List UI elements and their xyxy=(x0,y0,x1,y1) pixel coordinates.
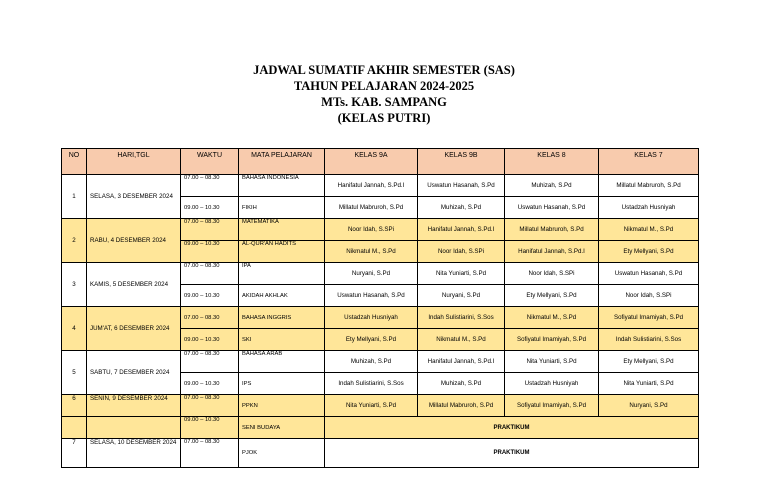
teacher-9b: Noor Idah, S.SPi xyxy=(418,241,505,263)
teacher-8: Sofiyatul Imamiyah, S.Pd xyxy=(505,395,599,417)
teacher-9a: Millatul Mabruroh, S.Pd xyxy=(325,197,418,219)
teacher-7: Ustadzah Husniyah xyxy=(599,197,699,219)
teacher-9a: Hanifatul Jannah, S.Pd.I xyxy=(325,175,418,197)
praktikum-note: PRAKTIKUM xyxy=(325,417,699,439)
day-number: 6 xyxy=(62,395,87,417)
session-time: 07.00 – 08.30 xyxy=(181,351,239,373)
teacher-9b: Muhizah, S.Pd xyxy=(418,373,505,395)
title-line-4: (KELAS PUTRI) xyxy=(337,111,431,125)
table-row xyxy=(62,263,699,285)
session-subject: BAHASA INGGRIS xyxy=(239,307,325,329)
praktikum-note: PRAKTIKUM xyxy=(325,439,699,468)
session-subject: PPKN xyxy=(239,395,325,417)
teacher-9b: Hanifatul Jannah, S.Pd.I xyxy=(418,351,505,373)
empty-cell xyxy=(62,417,87,439)
session-time: 07.00 – 08.30 xyxy=(181,395,239,417)
header-row xyxy=(62,149,699,175)
session-subject: AKIDAH AKHLAK xyxy=(239,285,325,307)
session-time: 07.00 – 08.30 xyxy=(181,307,239,329)
table-row xyxy=(62,351,699,373)
session-subject: PJOK xyxy=(239,439,325,468)
teacher-9a: Ustadzah Husniyah xyxy=(325,307,418,329)
teacher-8: Sofiyatul Imamiyah, S.Pd xyxy=(505,329,599,351)
teacher-9a: Indah Sulistiarini, S.Sos xyxy=(325,373,418,395)
session-time: 07.00 – 08.30 xyxy=(181,175,239,197)
teacher-9a: Nuryani, S.Pd xyxy=(325,263,418,285)
schedule-table xyxy=(61,148,699,468)
teacher-9b: Nikmatul M., S.Pd xyxy=(418,329,505,351)
session-time: 07.00 – 08.30 xyxy=(181,219,239,241)
header-kelas-7: KELAS 7 xyxy=(599,149,699,175)
teacher-9a: Noor Idah, S.SPi xyxy=(325,219,418,241)
teacher-9b: Nita Yuniarti, S.Pd xyxy=(418,263,505,285)
teacher-9a: Uswatun Hasanah, S.Pd xyxy=(325,285,418,307)
session-time: 09.00 – 10.30 xyxy=(181,241,239,263)
session-time: 09.00 – 10.30 xyxy=(181,285,239,307)
header-mapel: MATA PELAJARAN xyxy=(239,149,325,175)
table-row xyxy=(62,417,699,439)
table-row xyxy=(62,439,699,468)
teacher-8: Noor Idah, S.SPi xyxy=(505,263,599,285)
teacher-7: Ety Mellyani, S.Pd xyxy=(599,241,699,263)
teacher-9b: Uswatun Hasanah, S.Pd xyxy=(418,175,505,197)
teacher-9b: Muhizah, S.Pd xyxy=(418,197,505,219)
teacher-9b: Millatul Mabruroh, S.Pd xyxy=(418,395,505,417)
session-subject: BAHASA ARAB xyxy=(239,351,325,373)
day-date: RABU, 4 DESEMBER 2024 xyxy=(87,219,181,263)
teacher-9a: Nikmatul M., S.Pd xyxy=(325,241,418,263)
session-time: 07.00 – 08.30 xyxy=(181,263,239,285)
day-number: 2 xyxy=(62,219,87,263)
teacher-8: Nikmatul M., S.Pd xyxy=(505,307,599,329)
document-title-block xyxy=(0,62,768,126)
teacher-7: Nuryani, S.Pd xyxy=(599,395,699,417)
day-date: SELASA, 3 DESEMBER 2024 xyxy=(87,175,181,219)
empty-cell xyxy=(87,417,181,439)
session-subject: FIKIH xyxy=(239,197,325,219)
table-row xyxy=(62,219,699,241)
teacher-9b: Hanifatul Jannah, S.Pd.I xyxy=(418,219,505,241)
session-subject: SENI BUDAYA xyxy=(239,417,325,439)
session-time: 09.00 – 10.30 xyxy=(181,197,239,219)
teacher-7: Millatul Mabruroh, S.Pd xyxy=(599,175,699,197)
session-subject: BAHASA INDONESIA xyxy=(239,175,325,197)
day-number: 3 xyxy=(62,263,87,307)
teacher-7: Sofiyatul Imamiyah, S.Pd xyxy=(599,307,699,329)
session-subject: IPA xyxy=(239,263,325,285)
session-subject: IPS xyxy=(239,373,325,395)
teacher-9a: Muhizah, S.Pd xyxy=(325,351,418,373)
teacher-7: Nita Yuniarti, S.Pd xyxy=(599,373,699,395)
table-row xyxy=(62,395,699,417)
teacher-9a: Ety Mellyani, S.Pd xyxy=(325,329,418,351)
teacher-8: Hanifatul Jannah, S.Pd.I xyxy=(505,241,599,263)
day-date: SELASA, 10 DESEMBER 2024 xyxy=(87,439,181,468)
session-time: 09.00 – 10.30 xyxy=(181,329,239,351)
title-line-1: JADWAL SUMATIF AKHIR SEMESTER (SAS) xyxy=(253,63,515,77)
title-line-3: MTs. KAB. SAMPANG xyxy=(321,95,447,109)
teacher-9b: Indah Sulistiarini, S.Sos xyxy=(418,307,505,329)
teacher-8: Millatul Mabruroh, S.Pd xyxy=(505,219,599,241)
header-kelas-9b: KELAS 9B xyxy=(418,149,505,175)
teacher-8: Nita Yuniarti, S.Pd xyxy=(505,351,599,373)
session-time: 09.00 – 10.30 xyxy=(181,373,239,395)
day-date: KAMIS, 5 DESEMBER 2024 xyxy=(87,263,181,307)
session-time: 09.00 – 10.30 xyxy=(181,417,239,439)
day-number: 1 xyxy=(62,175,87,219)
header-hari: HARI,TGL xyxy=(87,149,181,175)
header-no: NO xyxy=(62,149,87,175)
teacher-9b: Nuryani, S.Pd xyxy=(418,285,505,307)
teacher-7: Uswatun Hasanah, S.Pd xyxy=(599,263,699,285)
teacher-7: Ety Mellyani, S.Pd xyxy=(599,351,699,373)
day-number: 5 xyxy=(62,351,87,395)
session-subject: MATEMATIKA xyxy=(239,219,325,241)
header-kelas-8: KELAS 8 xyxy=(505,149,599,175)
day-date: SABTU, 7 DESEMBER 2024 xyxy=(87,351,181,395)
day-number: 7 xyxy=(62,439,87,468)
teacher-8: Uswatun Hasanah, S.Pd xyxy=(505,197,599,219)
title-line-2: TAHUN PELAJARAN 2024-2025 xyxy=(293,79,475,93)
teacher-7: Indah Sulistiarini, S.Sos xyxy=(599,329,699,351)
teacher-8: Ustadzah Husniyah xyxy=(505,373,599,395)
header-kelas-9a: KELAS 9A xyxy=(325,149,418,175)
teacher-7: Nikmatul M., S.Pd xyxy=(599,219,699,241)
teacher-8: Muhizah, S.Pd xyxy=(505,175,599,197)
table-row xyxy=(62,175,699,197)
table-row xyxy=(62,307,699,329)
session-subject: SKI xyxy=(239,329,325,351)
day-date: SENIN, 9 DESEMBER 2024 xyxy=(87,395,181,417)
teacher-8: Ety Mellyani, S.Pd xyxy=(505,285,599,307)
teacher-9a: Nita Yuniarti, S.Pd xyxy=(325,395,418,417)
header-waktu: WAKTU xyxy=(181,149,239,175)
day-number: 4 xyxy=(62,307,87,351)
day-date: JUM'AT, 6 DESEMBER 2024 xyxy=(87,307,181,351)
session-time: 07.00 – 08.30 xyxy=(181,439,239,468)
teacher-7: Noor Idah, S.SPi xyxy=(599,285,699,307)
session-subject: AL-QUR'AN HADITS xyxy=(239,241,325,263)
